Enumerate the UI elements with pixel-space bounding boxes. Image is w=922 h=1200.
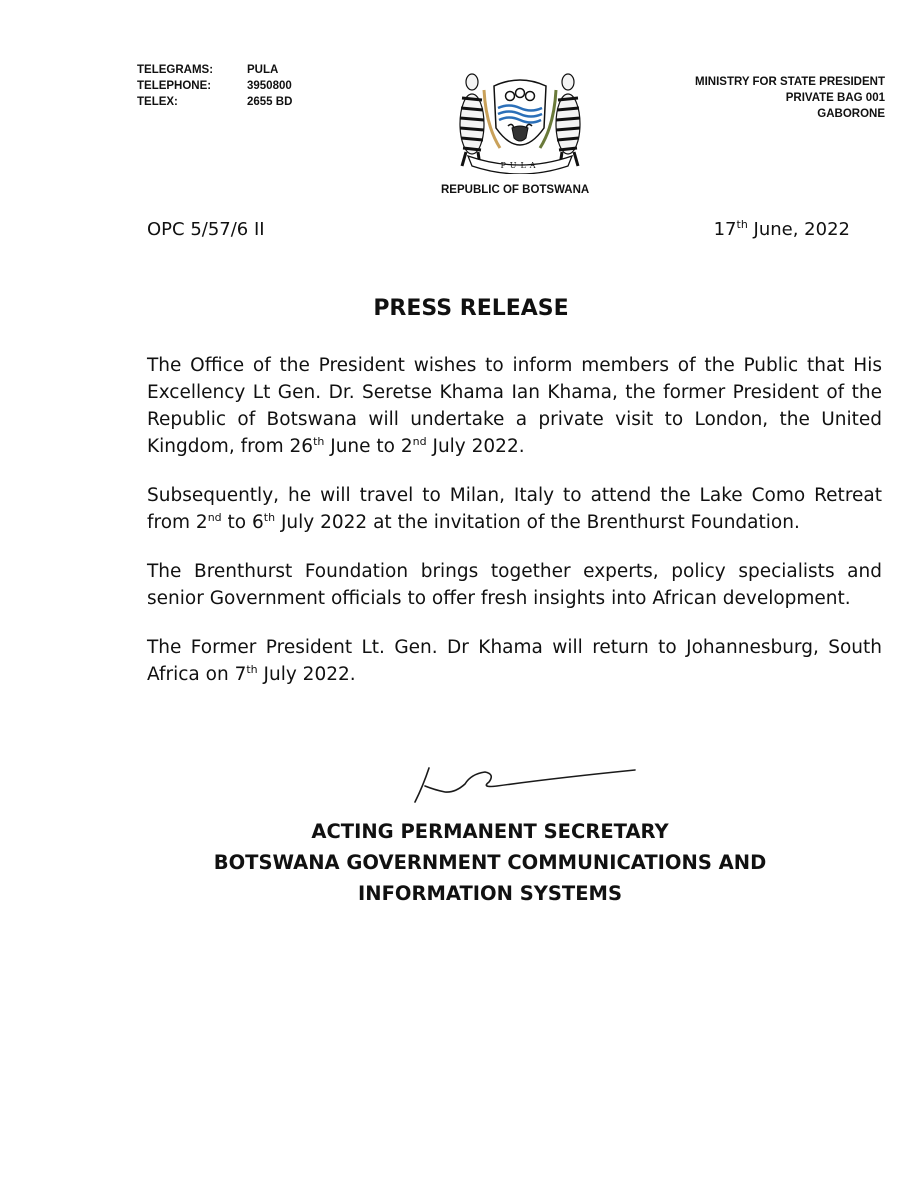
paragraph-text: Subsequently, he will travel to Milan, Italy to attend the Lake Como Retreat from 2 <box>147 485 882 533</box>
contact-row-telephone <box>137 78 292 94</box>
ordinal-suffix: nd <box>207 511 222 524</box>
address-line: GABORONE <box>817 108 885 120</box>
contact-value: 2655 BD <box>247 96 293 108</box>
right-zebra-icon <box>556 74 580 166</box>
contact-label: TELEX: <box>137 96 178 108</box>
document-title: PRESS RELEASE <box>373 296 569 321</box>
coat-of-arms-emblem <box>450 66 590 174</box>
paragraph-text: June to 2 <box>324 436 413 457</box>
contact-row-telegrams <box>137 62 292 78</box>
date-day: 17 <box>713 219 737 240</box>
address-line: PRIVATE BAG 001 <box>785 92 885 104</box>
left-zebra-icon <box>460 74 484 166</box>
paragraph-text: The Former President Lt. Gen. Dr Khama will return to Johannesburg, South Africa on 7 <box>147 637 882 685</box>
ministry-address <box>695 74 885 122</box>
motto-ribbon <box>468 156 572 174</box>
paragraph-text: July 2022 at the invitation of the Brenthurst Foundation. <box>275 512 800 533</box>
ordinal-suffix: th <box>313 435 325 448</box>
ordinal-suffix: th <box>263 511 276 524</box>
reference-number: OPC 5/57/6 II <box>147 219 265 240</box>
paragraph-text: to 6 <box>221 512 264 533</box>
paragraph-text: July 2022. <box>426 436 525 457</box>
address-line: MINISTRY FOR STATE PRESIDENT <box>695 76 885 88</box>
contact-value: PULA <box>247 64 279 76</box>
contact-row-telex <box>137 94 292 110</box>
ordinal-suffix: nd <box>412 435 427 448</box>
republic-label: REPUBLIC OF BOTSWANA <box>441 184 590 196</box>
contact-value: 3950800 <box>247 80 292 92</box>
ordinal-suffix: th <box>246 663 258 676</box>
press-release-body <box>147 352 882 710</box>
paragraph-1 <box>147 352 882 460</box>
svg-text:PULA: PULA <box>500 161 540 170</box>
signatory-department: BOTSWANA GOVERNMENT COMMUNICATIONS AND <box>213 851 767 874</box>
document-date <box>714 219 850 240</box>
paragraph-text: The Office of the President wishes to inform members of the Public that His Excellency Lt Gen. Dr. Seretse Khama Ian Khama, the former President of the Republic of Botswana will undertake a private visit to London, the United Kingdom, from 26 <box>147 355 882 457</box>
signatory-title: ACTING PERMANENT SECRETARY <box>311 820 669 843</box>
paragraph-3: The Brenthurst Foundation brings together experts, policy specialists and senior Government officials to offer fresh insights into African development. <box>147 561 882 609</box>
shield-icon <box>494 80 546 145</box>
signatory-block <box>0 816 922 909</box>
paragraph-2 <box>147 482 882 536</box>
contact-label: TELEPHONE: <box>137 80 212 92</box>
paragraph-text: July 2022. <box>257 664 356 685</box>
contact-label: TELEGRAMS: <box>137 64 214 76</box>
date-suffix: th <box>736 218 748 231</box>
date-rest: June, 2022 <box>747 219 850 240</box>
handwritten-signature <box>405 760 640 810</box>
contact-block <box>137 62 292 110</box>
paragraph-4 <box>147 634 882 688</box>
signatory-department: INFORMATION SYSTEMS <box>358 882 622 905</box>
